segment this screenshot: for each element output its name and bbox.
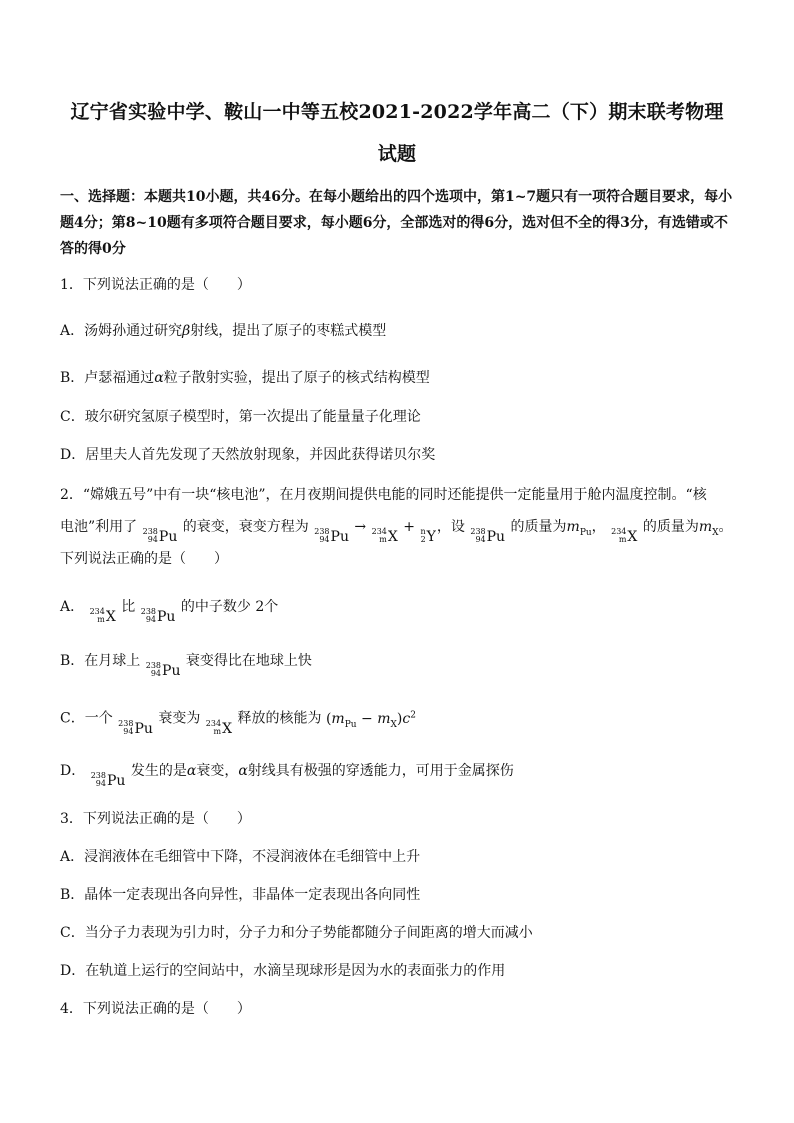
q1-stem: 1．下列说法正确的是（ ） xyxy=(60,277,251,293)
alpha-symbol: α xyxy=(238,763,248,779)
isotope-x: 234 m X xyxy=(371,527,398,545)
q4-stem: 4．下列说法正确的是（ ） xyxy=(60,1001,251,1017)
isotope-pu: 238 94 Pu xyxy=(140,607,176,625)
isotope-pu: 238 94 Pu xyxy=(470,527,506,545)
isotope-pu: 238 94 Pu xyxy=(90,771,126,789)
isotope-pu: 238 94 Pu xyxy=(314,527,349,545)
q1-option-d: D．居里夫人首先发现了天然放射现象，并因此获得诺贝尔奖 xyxy=(60,447,436,463)
section-heading: 一、选择题：本题共10小题，共46分。在每小题给出的四个选项中，第1~7题只有一项符合题目要求，每小题4分；第8~10题有多项符合题目要求，每小题6分，全部选对的得6分，选对但不全的得3分，有选错或不答的得0分 xyxy=(60,189,733,257)
isotope-y: n 2 Y xyxy=(420,527,436,545)
energy-formula: $(m_{Pu} - m_X)c^2$ xyxy=(325,710,416,730)
q3-stem: 3．下列说法正确的是（ ） xyxy=(60,811,251,827)
exam-title-line2: 试题 xyxy=(377,143,417,165)
isotope-x: 234 m X xyxy=(205,718,233,737)
q3-option-b: B．晶体一定表现出各向异性，非晶体一定表现出各向同性 xyxy=(60,887,421,903)
q2-option-d: D． 238 94 Pu 发生的是α衰变，α射线具有极强的穿透能力，可用于金属探伤 xyxy=(60,763,514,789)
alpha-symbol: α xyxy=(186,763,197,779)
q2-stem-line2: 电池”利用了 238 94 Pu 的衰变，衰变方程为 238 94 Pu → 234 m X + n 2 Y ，设 238 94 Pu 的质量为$m_{Pu}$， 234 m X 的质量为$m_X$。 xyxy=(60,519,733,545)
q2-stem-line3: 下列说法正确的是（ ） xyxy=(60,551,228,567)
q3-option-a: A．浸润液体在毛细管中下降，不浸润液体在毛细管中上升 xyxy=(60,849,421,865)
alpha-symbol: α xyxy=(154,370,164,386)
q1-option-b: B．卢瑟福通过α粒子散射实验，提出了原子的核式结构模型 xyxy=(60,370,430,386)
q2-option-c: C．一个 238 94 Pu 衰变为 234 m X 释放的核能为 $(m_{Pu} - m_X)c^2$ xyxy=(60,710,416,737)
isotope-pu: 238 94 Pu xyxy=(118,718,153,737)
isotope-x: 234 m X xyxy=(611,527,638,545)
q2-option-b: B．在月球上 238 94 Pu 衰变得比在地球上快 xyxy=(60,653,312,679)
q1-option-c: C．玻尔研究氢原子模型时，第一次提出了能量量子化理论 xyxy=(60,409,421,425)
q1-option-a: A．汤姆孙通过研究β射线，提出了原子的枣糕式模型 xyxy=(60,323,387,339)
q3-option-d: D．在轨道上运行的空间站中，水滴呈现球形是因为水的表面张力的作用 xyxy=(60,963,506,979)
isotope-x: 234 m X xyxy=(89,607,116,625)
q3-option-c: C．当分子力表现为引力时，分子力和分子势能都随分子间距离的增大而减小 xyxy=(60,925,533,941)
isotope-pu: 238 94 Pu xyxy=(142,527,178,545)
exam-title-line1: 辽宁省实验中学、鞍山一中等五校2021-2022学年高二（下）期末联考物理 xyxy=(70,101,724,123)
isotope-pu: 238 94 Pu xyxy=(145,661,181,679)
q2-option-a: A． 234 m X 比 238 94 Pu 的中子数少 2个 xyxy=(60,599,279,625)
beta-symbol: β xyxy=(182,323,191,339)
q2-stem-line1: 2．“嫦娥五号”中有一块“核电池”，在月夜期间提供电能的同时还能提供一定能量用于舱内温度控制。“核 xyxy=(60,487,707,503)
